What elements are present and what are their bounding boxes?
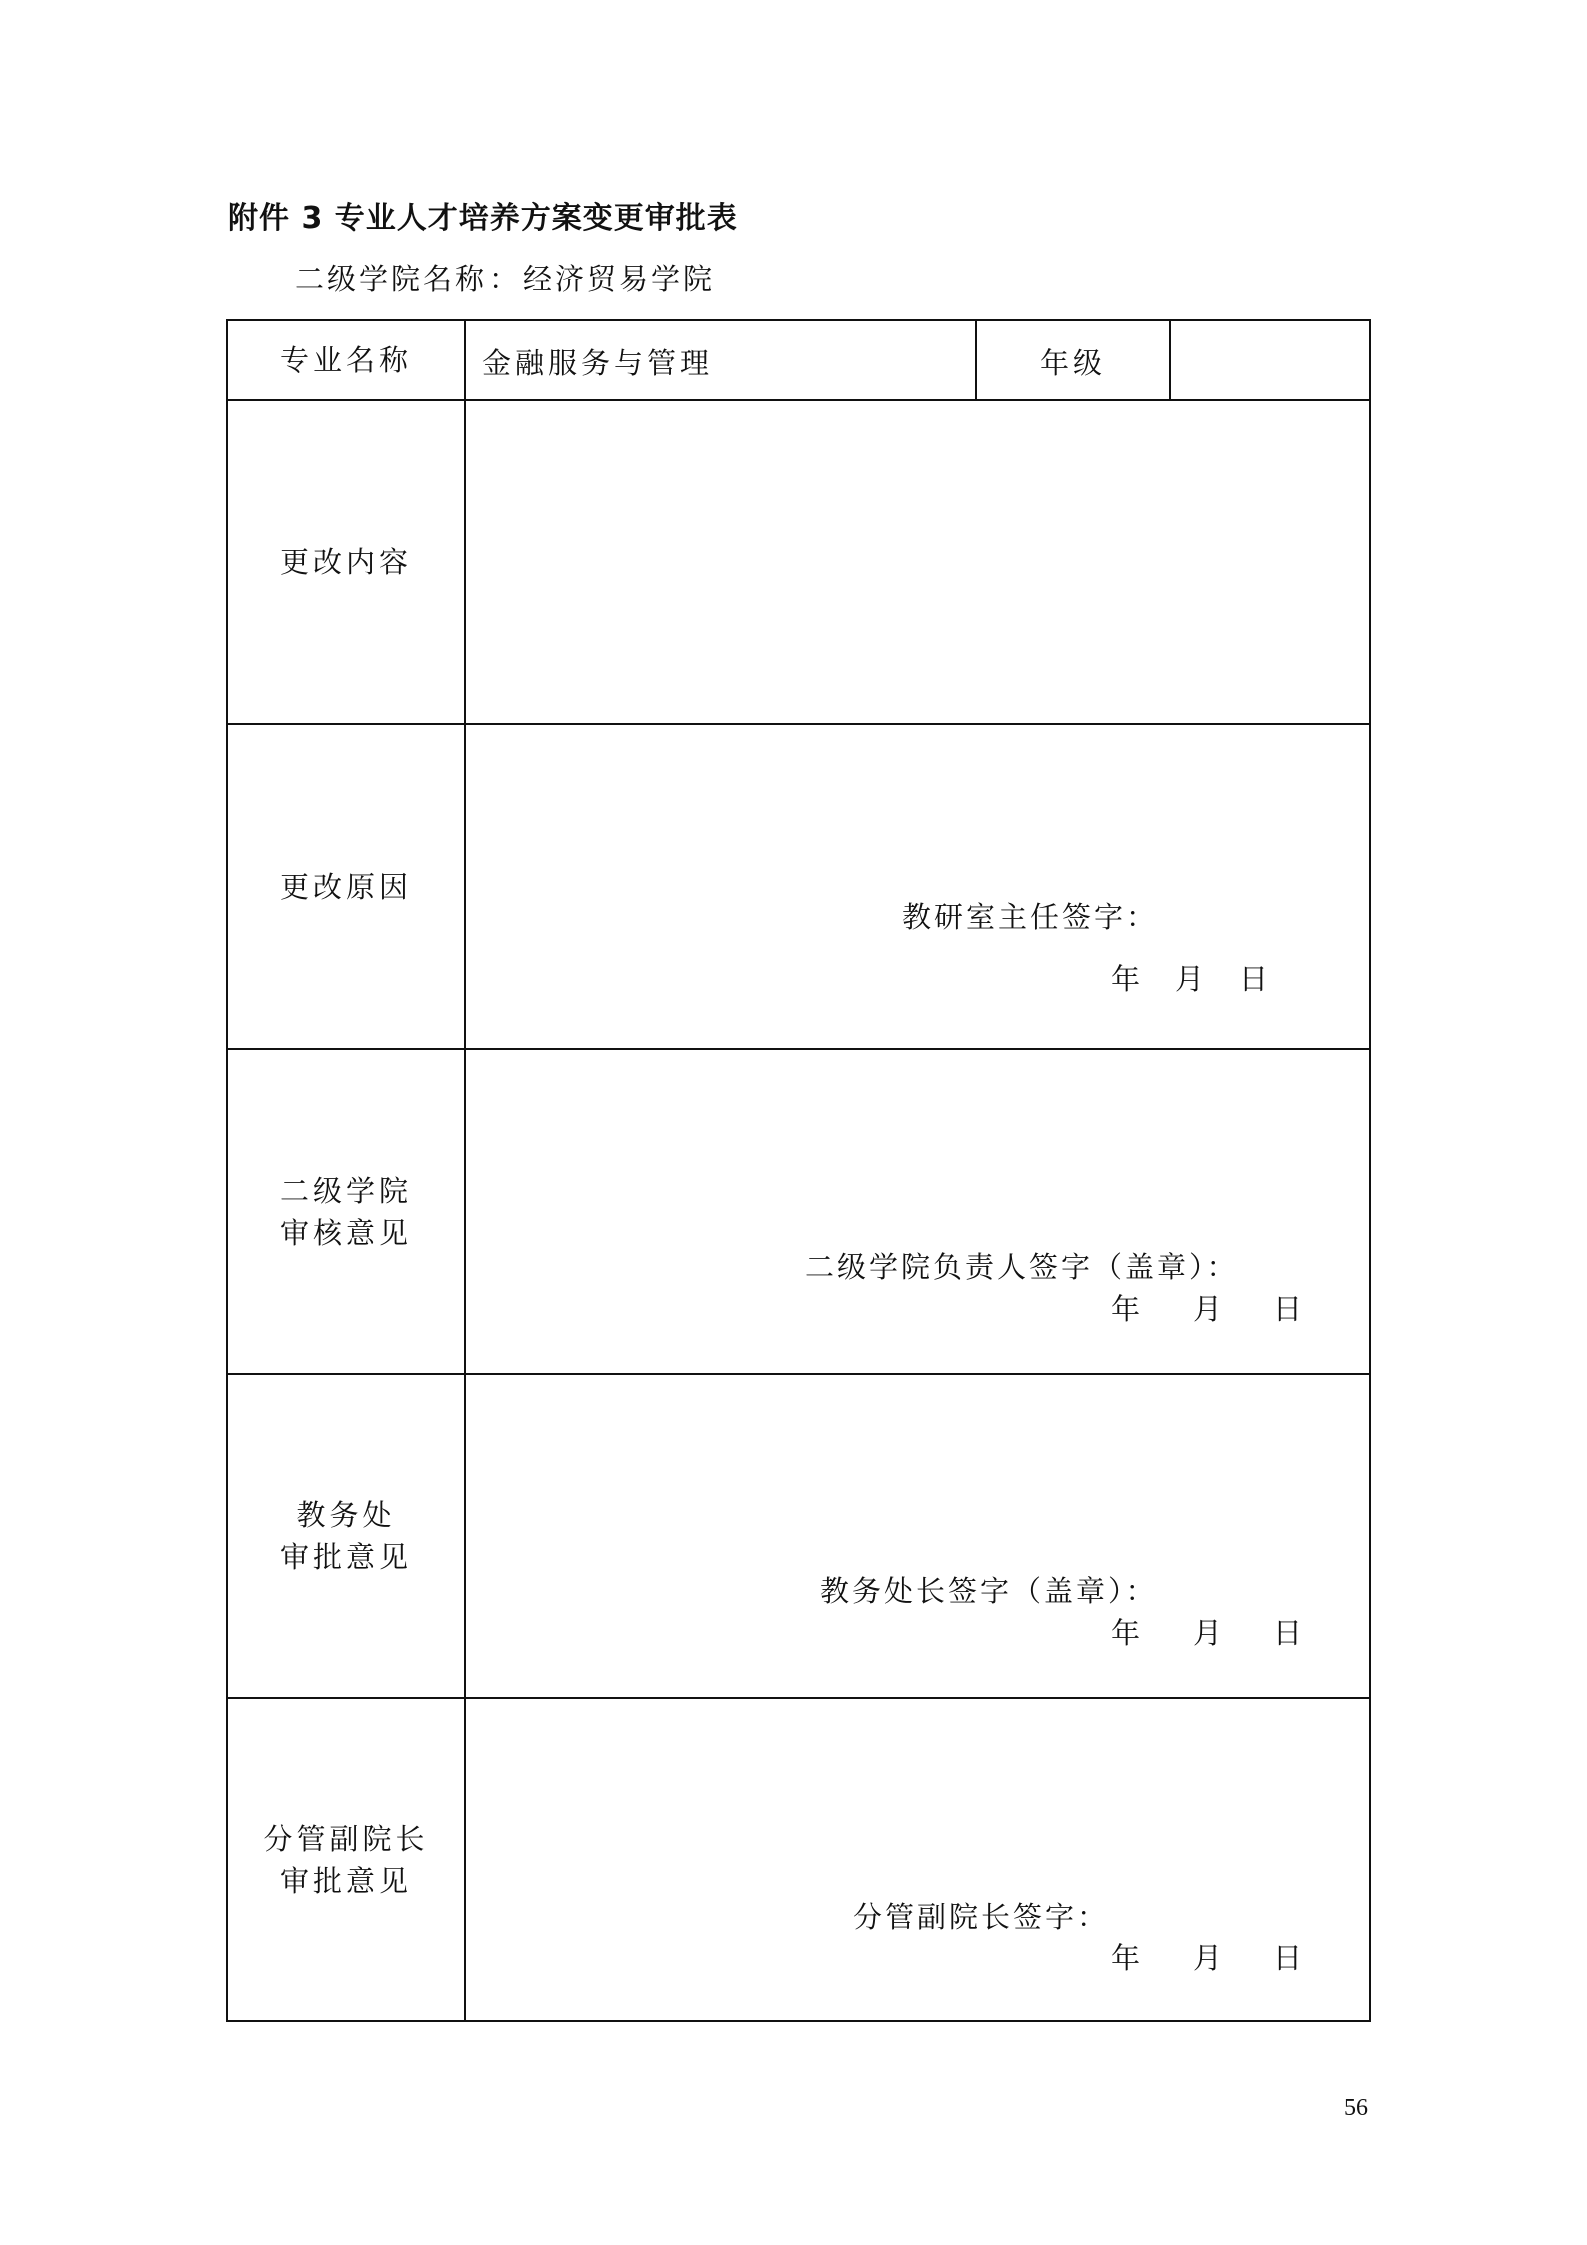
change-reason-label: 更改原因 (279, 869, 412, 904)
date-day: 日 (1239, 962, 1269, 996)
college-review-label-line1: 二级学院 (279, 1173, 412, 1208)
document-title: 附件 3 专业人才培养方案变更审批表 (228, 201, 738, 236)
academic-affairs-date (1111, 1611, 1302, 1652)
college-name-label: 二级学院名称 (295, 262, 488, 296)
major-name-label-cell (228, 321, 464, 399)
date-day: 日 (1273, 1616, 1303, 1650)
date-month: 月 (1193, 1941, 1223, 1975)
change-reason-date (1111, 957, 1268, 998)
date-year: 年 (1111, 1616, 1141, 1650)
date-month: 月 (1193, 1292, 1223, 1326)
date-day: 日 (1273, 1292, 1303, 1326)
page-number: 56 (1344, 2095, 1368, 2121)
date-month: 月 (1193, 1616, 1223, 1650)
vice-president-label-line2: 审批意见 (279, 1863, 412, 1898)
college-review-label-line2: 审核意见 (279, 1215, 412, 1250)
vice-president-label-line1: 分管副院长 (263, 1821, 429, 1856)
teaching-office-director-signature: 教研室主任签字： (902, 900, 1159, 934)
date-year: 年 (1111, 1941, 1141, 1975)
academic-affairs-director-signature: 教务处长签字（盖章）： (820, 1574, 1158, 1608)
date-year: 年 (1111, 1292, 1141, 1326)
college-head-signature: 二级学院负责人签字（盖章）： (805, 1250, 1239, 1284)
change-reason-label-cell (228, 725, 464, 1048)
approval-table (226, 319, 1371, 2022)
date-day: 日 (1273, 1941, 1303, 1975)
college-name-value: 经济贸易学院 (523, 262, 716, 296)
college-review-date (1111, 1287, 1302, 1328)
change-content-label-cell (228, 401, 464, 723)
major-name-value: 金融服务与管理 (482, 346, 714, 380)
vice-president-signature: 分管副院长签字： (853, 1900, 1110, 1934)
table-divider-grade-right (1169, 321, 1171, 400)
date-year: 年 (1111, 962, 1141, 996)
major-name-label: 专业名称 (279, 343, 412, 377)
academic-affairs-label-line2: 审批意见 (279, 1540, 412, 1574)
vice-president-date (1111, 1936, 1302, 1977)
academic-affairs-label-cell (228, 1375, 464, 1697)
table-divider-label-column (464, 321, 466, 2020)
college-name-separator: ： (489, 262, 522, 296)
academic-affairs-label-line1: 教务处 (296, 1498, 396, 1532)
grade-label: 年级 (1039, 346, 1106, 380)
college-review-label-cell (228, 1050, 464, 1373)
change-content-label: 更改内容 (279, 545, 412, 579)
date-month: 月 (1175, 962, 1205, 996)
vice-president-label-cell (228, 1699, 464, 2020)
college-name-line (295, 257, 715, 298)
